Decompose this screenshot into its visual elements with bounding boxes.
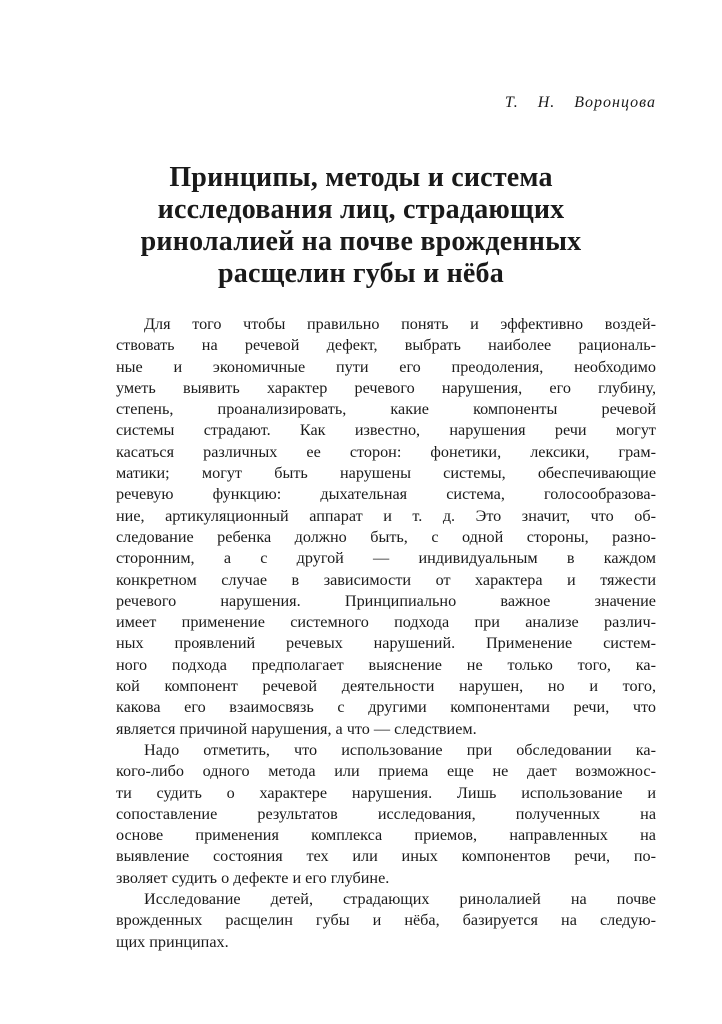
text-line: Для того чтобы правильно понять и эффективно воздей-	[144, 315, 656, 333]
title-line: Принципы, методы и система	[169, 162, 553, 193]
text-line: матики; могут быть нарушены системы, обеспечивающие	[116, 464, 656, 483]
text-line: речевую функцию: дыхательная система, голосообразова-	[116, 485, 656, 504]
text-line: Исследование детей, страдающих ринолалией на почве	[144, 890, 656, 909]
text-line: уметь выявить характер речевого нарушения, его глубину,	[116, 378, 656, 397]
text-line: кого-либо одного метода или приема еще не дает возможнос-	[116, 762, 656, 781]
text-line: речевого нарушения. Принципиально важное значение	[116, 591, 656, 610]
text-line: щих принципах.	[116, 932, 229, 951]
text-line: системы страдают. Как известно, нарушения речи могут	[116, 421, 656, 440]
text-line: является причиной нарушения, а что — следствием.	[116, 719, 477, 738]
text-line: ные и экономичные пути его преодоления, необходимо	[116, 357, 656, 376]
text-line: какова его взаимосвязь с другими компонентами речи, что	[116, 698, 656, 717]
paragraph	[116, 889, 656, 953]
text-line: следование ребенка должно быть, с одной стороны, разно-	[116, 527, 656, 546]
title-line: исследования лиц, страдающих	[157, 194, 565, 225]
text-line: ние, артикуляционный аппарат и т. д. Это значит, что об-	[116, 506, 656, 525]
text-line: имеет применение системного подхода при анализе различ-	[116, 613, 656, 632]
text-line: ных проявлений речевых нарушений. Применение систем-	[116, 634, 656, 653]
body-text	[116, 314, 656, 953]
title-line: ринолалией на почве врожденных	[140, 226, 582, 257]
text-line: основе применения комплекса приемов, направленных на	[116, 826, 656, 845]
text-line: выявление состояния тех или иных компонентов речи, по-	[116, 847, 656, 866]
text-line: Надо отметить, что использование при обследовании ка-	[144, 740, 656, 759]
text-line: степень, проанализировать, какие компоненты речевой	[116, 400, 656, 419]
text-line: конкретном случае в зависимости от характера и тяжести	[116, 570, 656, 589]
text-line: врожденных расщелин губы и нёба, базируется на следую-	[116, 911, 656, 930]
text-line: ти судить о характере нарушения. Лишь использование и	[116, 783, 656, 802]
text-line: сопоставление результатов исследования, полученных на	[116, 804, 656, 823]
text-line: касаться различных ее сторон: фонетики, лексики, грам-	[116, 442, 656, 461]
text-line: ствовать на речевой дефект, выбрать наиболее рациональ-	[116, 336, 656, 355]
text-line: ного подхода предполагает выяснение не только того, ка-	[116, 655, 656, 674]
paragraph	[116, 740, 656, 889]
chapter-title	[0, 162, 722, 290]
title-line: расщелин губы и нёба	[218, 258, 504, 289]
paragraph	[116, 314, 656, 740]
text-line: зволяет судить о дефекте и его глубине.	[116, 868, 390, 887]
author-name: Т. Н. Воронцова	[504, 94, 656, 111]
text-line: кой компонент речевой деятельности нарушен, но и того,	[116, 677, 656, 696]
text-line: сторонним, а с другой — индивидуальным в каждом	[116, 549, 656, 568]
